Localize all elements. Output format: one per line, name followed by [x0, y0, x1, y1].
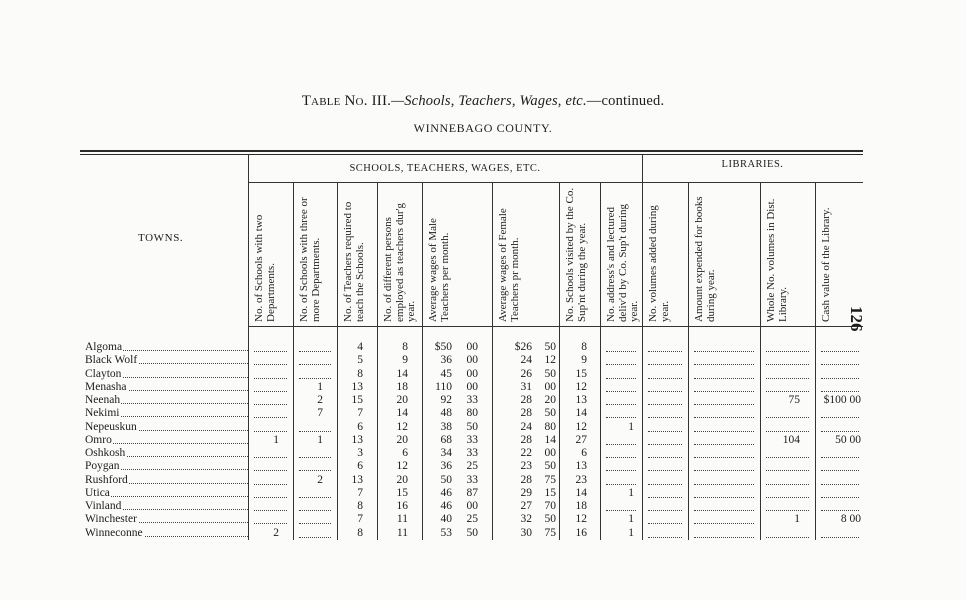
cell-c2: 1	[317, 433, 323, 446]
column-header-8: No. address's and lectured deliv'd by Co. Sup't during year.	[605, 204, 640, 322]
dot-leader	[606, 348, 636, 352]
cell-female-wage-dollars: 29	[520, 486, 532, 499]
column-divider	[815, 182, 816, 540]
dot-leader	[821, 361, 859, 365]
table-label: Table No. III.	[301, 93, 392, 109]
dot-leader	[254, 481, 287, 485]
cell-c4: 18	[396, 380, 408, 393]
cell-male-wage-dollars: 45	[440, 367, 452, 380]
dot-leader	[648, 481, 682, 485]
cell-c4: 11	[396, 513, 408, 526]
cell-schools-visited: 27	[575, 433, 587, 446]
cell-c1: 1	[273, 433, 279, 446]
cell-female-wage-cents: 50	[544, 460, 556, 473]
dot-leader	[766, 414, 809, 418]
dot-leader	[821, 494, 859, 498]
dot-leader	[766, 534, 809, 538]
cell-male-wage-cents: 50	[466, 526, 478, 539]
cell-female-wage-cents: 75	[544, 473, 556, 486]
dot-leader	[299, 494, 331, 498]
cell-schools-visited: 13	[575, 394, 587, 406]
dot-leader	[254, 454, 287, 458]
dot-leader	[648, 388, 682, 392]
cell-addresses: 1	[628, 513, 634, 526]
dot-leader	[606, 441, 636, 445]
cell-female-wage-cents: 00	[544, 447, 556, 459]
cell-addresses: 1	[628, 420, 634, 433]
cell-male-wage-cents: 33	[466, 473, 478, 486]
dot-leader	[606, 454, 636, 458]
table-title-text: —Schools, Teachers, Wages, etc.	[391, 93, 587, 109]
cell-c3: 13	[351, 380, 363, 393]
cell-male-wage-cents: 00	[466, 354, 478, 367]
dot-leader	[694, 348, 754, 352]
cell-c4: 6	[402, 447, 408, 459]
dot-leader	[606, 361, 636, 365]
dot-leader	[694, 481, 754, 485]
dot-leader	[694, 534, 754, 538]
dot-leader	[606, 414, 636, 418]
dot-leader	[648, 414, 682, 418]
dot-leader	[299, 348, 331, 352]
dot-leader	[648, 401, 682, 405]
dot-leader	[694, 507, 754, 511]
dot-leader	[694, 388, 754, 392]
cell-female-wage-cents: 50	[544, 341, 556, 353]
cell-male-wage-cents: 33	[466, 394, 478, 406]
cell-female-wage-cents: 50	[544, 513, 556, 526]
cell-c4: 9	[402, 354, 408, 367]
dot-leader	[606, 375, 636, 379]
cell-female-wage-dollars: 28	[520, 433, 532, 446]
cell-schools-visited: 8	[581, 341, 587, 353]
cell-female-wage-cents: 00	[544, 380, 556, 393]
cell-male-wage-dollars: 68	[440, 433, 452, 446]
cell-female-wage-dollars: 26	[520, 367, 532, 380]
cell-female-wage-dollars: 32	[520, 513, 532, 526]
dot-leader	[606, 507, 636, 511]
cell-male-wage-cents: 00	[466, 367, 478, 380]
dot-leader	[694, 520, 754, 524]
dot-leader	[766, 361, 809, 365]
town-name: Omro	[85, 433, 112, 446]
dot-leader	[648, 361, 682, 365]
cell-male-wage-cents: 80	[466, 407, 478, 420]
cell-c3: 7	[357, 513, 363, 526]
dot-leader	[299, 375, 331, 379]
town-row-label	[85, 447, 250, 460]
cell-female-wage-cents: 14	[544, 433, 556, 446]
cell-c2: 2	[317, 473, 323, 486]
cell-addresses: 1	[628, 526, 634, 539]
column-header-3: No. of Teachers required to teach the Schools.	[342, 201, 366, 322]
dot-leader	[821, 481, 859, 485]
cell-female-wage-cents: 20	[544, 394, 556, 406]
cell-c3: 7	[357, 407, 363, 420]
cell-female-wage-cents: 80	[544, 420, 556, 433]
dot-leader	[821, 467, 859, 471]
cell-female-wage-cents: 15	[544, 486, 556, 499]
dot-leader	[694, 441, 754, 445]
dot-leader	[821, 414, 859, 418]
cell-schools-visited: 16	[575, 526, 587, 539]
town-name: Black Wolf	[85, 354, 138, 367]
cell-library-value: 8 00	[840, 513, 861, 526]
dot-leader	[694, 361, 754, 365]
cell-male-wage-dollars: 36	[440, 460, 452, 473]
dot-leader	[648, 494, 682, 498]
town-name: Utica	[85, 486, 110, 499]
cell-addresses: 1	[628, 486, 634, 499]
dot-leader	[694, 428, 754, 432]
dot-leader	[766, 388, 809, 392]
cell-schools-visited: 18	[575, 500, 587, 512]
column-header-10: Amount expended for books during year.	[693, 196, 717, 322]
cell-female-wage-dollars: 24	[520, 354, 532, 367]
cell-female-wage-cents: 75	[544, 526, 556, 539]
cell-c3: 13	[351, 473, 363, 486]
dot-leader	[821, 375, 859, 379]
cell-female-wage-dollars: 31	[520, 380, 532, 393]
column-header-5: Average wages of Male Teachers per month.	[427, 218, 451, 322]
cell-c4: 15	[396, 486, 408, 499]
cell-c3: 4	[357, 341, 363, 353]
column-divider	[760, 182, 761, 540]
section-header-underline	[248, 182, 863, 183]
cell-c2: 1	[317, 380, 323, 393]
town-row-label	[85, 394, 250, 407]
cell-male-wage-dollars: 34	[440, 447, 452, 459]
dot-leader	[766, 375, 809, 379]
town-row-label	[85, 527, 250, 540]
cell-male-wage-dollars: 53	[440, 526, 452, 539]
cell-c3: 6	[357, 460, 363, 473]
cell-female-wage-dollars: $26	[514, 341, 532, 353]
cell-c3: 5	[357, 354, 363, 367]
cell-library-volumes: 75	[788, 394, 800, 406]
dot-leader	[299, 454, 331, 458]
cell-male-wage-cents: 00	[466, 500, 478, 512]
dot-leader	[766, 428, 809, 432]
top-rule-thick	[80, 150, 863, 152]
town-name: Neenah	[85, 394, 121, 406]
dot-leader	[606, 467, 636, 471]
town-name: Rushford	[85, 473, 128, 486]
dot-leader	[648, 507, 682, 511]
cell-male-wage-dollars: 40	[440, 513, 452, 526]
cell-c3: 8	[357, 500, 363, 512]
cell-female-wage-cents: 70	[544, 500, 556, 512]
cell-schools-visited: 14	[575, 407, 587, 420]
cell-c2: 2	[317, 394, 323, 406]
cell-female-wage-cents: 12	[544, 354, 556, 367]
cell-library-volumes: 1	[794, 513, 800, 526]
town-name: Nepeuskun	[85, 420, 137, 433]
town-name: Oshkosh	[85, 447, 126, 459]
dot-leader	[694, 401, 754, 405]
cell-female-wage-cents: 50	[544, 367, 556, 380]
dot-leader	[254, 467, 287, 471]
cell-male-wage-dollars: $50	[434, 341, 452, 353]
dot-leader	[694, 454, 754, 458]
cell-c3: 8	[357, 367, 363, 380]
cell-male-wage-cents: 33	[466, 447, 478, 459]
dot-leader	[694, 494, 754, 498]
town-row-label	[85, 381, 250, 394]
dot-leader	[821, 454, 859, 458]
dot-leader	[648, 454, 682, 458]
dot-leader	[648, 467, 682, 471]
cell-schools-visited: 6	[581, 447, 587, 459]
cell-male-wage-dollars: 46	[440, 500, 452, 512]
column-header-11: Whole No. volumes in Dist. Library.	[765, 198, 789, 322]
cell-male-wage-cents: 50	[466, 420, 478, 433]
cell-c3: 13	[351, 433, 363, 446]
cell-schools-visited: 12	[575, 420, 587, 433]
town-name: Clayton	[85, 367, 122, 380]
column-header-12: Cash value of the Library.	[820, 207, 832, 322]
town-row-label	[85, 434, 250, 447]
header-bottom-rule	[248, 326, 863, 327]
dot-leader	[648, 428, 682, 432]
county-name: WINNEBAGO COUNTY.	[413, 121, 553, 135]
cell-schools-visited: 12	[575, 380, 587, 393]
dot-leader	[648, 441, 682, 445]
cell-male-wage-dollars: 110	[435, 380, 452, 393]
town-row-label	[85, 354, 250, 367]
cell-male-wage-dollars: 46	[440, 486, 452, 499]
town-name: Vinland	[85, 500, 122, 512]
cell-c3: 6	[357, 420, 363, 433]
town-row-label	[85, 474, 250, 487]
continued-text: —continued.	[586, 93, 665, 109]
dot-leader	[821, 507, 859, 511]
town-row-label	[85, 500, 250, 513]
cell-female-wage-dollars: 30	[520, 526, 532, 539]
cell-c2: 7	[317, 407, 323, 420]
cell-schools-visited: 15	[575, 367, 587, 380]
cell-schools-visited: 14	[575, 486, 587, 499]
dot-leader	[254, 348, 287, 352]
column-divider	[642, 155, 643, 540]
town-row-label	[85, 368, 250, 381]
dot-leader	[299, 361, 331, 365]
dot-leader	[766, 507, 809, 511]
column-header-1: No. of Schools with two Departments.	[253, 214, 277, 322]
top-rule-thin	[80, 154, 863, 155]
cell-schools-visited: 23	[575, 473, 587, 486]
cell-c4: 12	[396, 460, 408, 473]
dot-leader	[254, 507, 287, 511]
cell-c4: 16	[396, 500, 408, 512]
cell-male-wage-dollars: 50	[440, 473, 452, 486]
column-divider	[688, 182, 689, 540]
dot-leader	[299, 467, 331, 471]
dot-leader	[648, 375, 682, 379]
dot-leader	[821, 428, 859, 432]
town-row-label	[85, 407, 250, 420]
dot-leader	[821, 388, 859, 392]
cell-c4: 20	[396, 394, 408, 406]
dot-leader	[648, 534, 682, 538]
town-row-label	[85, 460, 250, 473]
dot-leader	[821, 348, 859, 352]
dot-leader	[766, 467, 809, 471]
cell-female-wage-cents: 50	[544, 407, 556, 420]
dot-leader	[606, 388, 636, 392]
cell-c3: 8	[357, 526, 363, 539]
cell-c4: 14	[396, 407, 408, 420]
town-name: Algoma	[85, 341, 123, 353]
cell-library-volumes: 104	[782, 433, 800, 446]
cell-c3: 15	[351, 394, 363, 406]
dot-leader	[606, 481, 636, 485]
dot-leader	[254, 414, 287, 418]
section-header-libraries: LIBRARIES.	[721, 159, 784, 170]
cell-female-wage-dollars: 24	[520, 420, 532, 433]
town-name: Winchester	[85, 513, 137, 526]
dot-leader	[299, 507, 331, 511]
dot-leader	[254, 375, 287, 379]
dot-leader	[766, 481, 809, 485]
dot-leader	[766, 454, 809, 458]
table-title	[0, 93, 966, 110]
dot-leader	[821, 534, 859, 538]
dot-leader	[648, 520, 682, 524]
cell-male-wage-cents: 00	[466, 380, 478, 393]
cell-male-wage-cents: 00	[466, 341, 478, 353]
cell-c4: 8	[402, 341, 408, 353]
dot-leader	[694, 467, 754, 471]
town-row-label	[85, 513, 250, 526]
cell-c4: 20	[396, 473, 408, 486]
town-row-label	[85, 341, 250, 354]
cell-library-value: 50 00	[835, 433, 861, 446]
town-row-label	[85, 421, 250, 434]
dot-leader	[254, 401, 287, 405]
dot-leader	[254, 388, 287, 392]
cell-female-wage-dollars: 28	[520, 473, 532, 486]
dot-leader	[299, 428, 331, 432]
dot-leader	[766, 494, 809, 498]
cell-c3: 3	[357, 447, 363, 459]
dot-leader	[254, 520, 287, 524]
cell-male-wage-cents: 87	[466, 486, 478, 499]
cell-schools-visited: 13	[575, 460, 587, 473]
cell-c4: 20	[396, 433, 408, 446]
cell-c3: 7	[357, 486, 363, 499]
dot-leader	[299, 520, 331, 524]
cell-c4: 11	[396, 526, 408, 539]
cell-library-value: $100 00	[823, 394, 861, 406]
dot-leader	[606, 401, 636, 405]
town-name: Winneconne	[85, 526, 143, 539]
cell-c4: 14	[396, 367, 408, 380]
column-header-4: No. of different persons employed as teachers dur'g year.	[382, 203, 417, 322]
dot-leader	[254, 494, 287, 498]
dot-leader	[766, 348, 809, 352]
column-header-2: No. of Schools with three or more Departments.	[298, 197, 322, 322]
column-header-7: No. Schools visited by the Co. Sup'nt during the year.	[564, 187, 588, 322]
dot-leader	[254, 428, 287, 432]
town-row-label	[85, 487, 250, 500]
dot-leader	[648, 348, 682, 352]
cell-female-wage-dollars: 27	[520, 500, 532, 512]
cell-male-wage-dollars: 36	[440, 354, 452, 367]
cell-male-wage-dollars: 92	[440, 394, 452, 406]
cell-male-wage-cents: 25	[466, 460, 478, 473]
town-name: Poygan	[85, 460, 120, 473]
cell-male-wage-cents: 25	[466, 513, 478, 526]
town-name: Menasha	[85, 380, 127, 393]
cell-male-wage-dollars: 38	[440, 420, 452, 433]
page-number: 126	[847, 306, 866, 332]
cell-female-wage-dollars: 22	[520, 447, 532, 459]
towns-header: TOWNS.	[138, 232, 184, 244]
cell-c4: 12	[396, 420, 408, 433]
dot-leader	[694, 414, 754, 418]
cell-female-wage-dollars: 28	[520, 394, 532, 406]
cell-female-wage-dollars: 23	[520, 460, 532, 473]
cell-male-wage-dollars: 48	[440, 407, 452, 420]
column-header-9: No. volumes added during year.	[647, 205, 671, 322]
town-name: Nekimi	[85, 407, 120, 420]
cell-male-wage-cents: 33	[466, 433, 478, 446]
column-header-6: Average wages of Female Teachers pr month.	[497, 208, 521, 322]
dot-leader	[694, 375, 754, 379]
cell-female-wage-dollars: 28	[520, 407, 532, 420]
cell-schools-visited: 9	[581, 354, 587, 367]
cell-c1: 2	[273, 526, 279, 539]
cell-schools-visited: 12	[575, 513, 587, 526]
dot-leader	[254, 361, 287, 365]
section-header-schools: SCHOOLS, TEACHERS, WAGES, ETC.	[349, 163, 541, 174]
dot-leader	[299, 534, 331, 538]
